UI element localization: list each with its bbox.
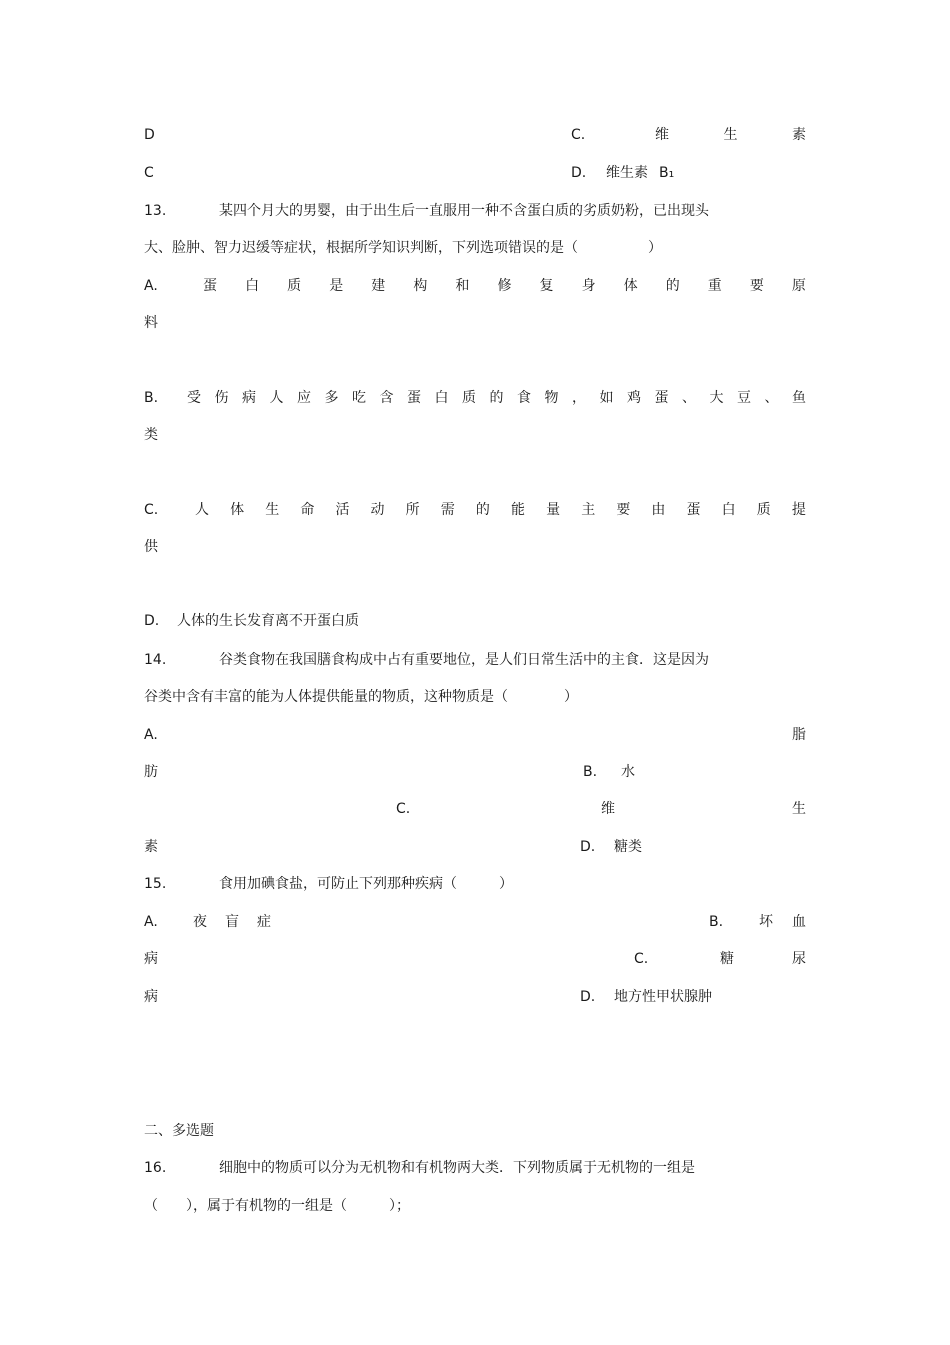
char: 蛋	[654, 390, 669, 406]
char: 症	[257, 914, 271, 930]
q12-option-c-label: C.	[571, 127, 586, 143]
char: 鱼	[792, 390, 806, 406]
char: 和	[455, 278, 470, 294]
q15-option-d-label: D.	[580, 989, 596, 1005]
q16-stem-line2: （ ），属于有机物的一组是（ ）；	[144, 1198, 410, 1214]
q13-option-c-text	[195, 501, 806, 519]
char: 构	[413, 278, 428, 294]
q15-option-c-text	[720, 950, 806, 968]
char: 如	[599, 390, 614, 406]
char: 要	[749, 278, 764, 294]
char: 蛋	[407, 390, 421, 406]
char: 身	[581, 278, 596, 294]
q14-stem-line2: 谷类中含有丰富的能为人体提供能量的物质，这种物质是（ ）	[144, 689, 578, 705]
q15-stem: 食用加碘食盐，可防止下列那种疾病（ ）	[219, 876, 513, 892]
q13-option-a-tail: 料	[144, 315, 158, 331]
char: 坏	[759, 914, 773, 930]
q14-option-c-char2: 生	[792, 801, 806, 817]
char: 蛋	[686, 502, 701, 518]
q15-option-b-label: B.	[709, 914, 724, 930]
q14-option-c-label: C.	[396, 801, 411, 817]
q15-option-c-label: C.	[634, 951, 649, 967]
char: 命	[300, 502, 315, 518]
char: 体	[623, 278, 638, 294]
q15-option-c-tail: 病	[144, 989, 158, 1005]
char: 质	[462, 390, 476, 406]
char: 食	[517, 390, 531, 406]
char: 吃	[352, 390, 366, 406]
q13-option-c-tail: 供	[144, 539, 158, 555]
char: 伤	[214, 390, 229, 406]
q16-stem-line1: 细胞中的物质可以分为无机物和有机物两大类．下列物质属于无机物的一组是	[219, 1160, 695, 1176]
q14-option-a-label: A.	[144, 727, 158, 743]
char: 体	[230, 502, 245, 518]
char: 是	[329, 278, 344, 294]
q13-stem-line1: 某四个月大的男婴，由于出生后一直服用一种不含蛋白质的劣质奶粉，已出现头	[219, 203, 709, 219]
char: 的	[665, 278, 680, 294]
q14-option-b-label: B.	[583, 764, 598, 780]
char: 受	[187, 390, 201, 406]
char: 的	[475, 502, 490, 518]
char: 物	[544, 390, 559, 406]
q15-option-b-text	[759, 913, 806, 931]
char: 血	[792, 914, 806, 930]
char: 量	[546, 502, 561, 518]
q13-option-b-label: B.	[144, 390, 159, 406]
char: 素	[792, 127, 806, 143]
char: 维	[655, 127, 669, 143]
q13-option-d-label: D.	[144, 613, 160, 629]
q15-number: 15.	[144, 876, 167, 892]
q15-option-a-label: A.	[144, 914, 158, 930]
q13-option-d-text: 人体的生长发育离不开蛋白质	[177, 613, 359, 629]
char: 生	[723, 127, 738, 143]
char: ，	[572, 390, 586, 406]
char: 白	[245, 278, 260, 294]
char: 含	[379, 390, 394, 406]
char: 夜	[193, 914, 207, 930]
char: 需	[440, 502, 455, 518]
char: 质	[756, 502, 771, 518]
char: 白	[434, 390, 449, 406]
q12-option-d-text: 维生素	[606, 165, 648, 181]
char: 人	[269, 390, 284, 406]
char: 修	[497, 278, 512, 294]
q14-option-c-char1: 维	[601, 801, 615, 817]
char: 盲	[225, 914, 239, 930]
q12-option-d-left: C	[144, 165, 154, 181]
char: 人	[195, 502, 209, 518]
char: 复	[539, 278, 554, 294]
q14-option-d-label: D.	[580, 839, 596, 855]
char: 提	[791, 502, 806, 518]
q13-option-c-label: C.	[144, 502, 159, 518]
char: 鸡	[627, 390, 641, 406]
section-title-multiple-choice: 二、多选题	[144, 1123, 214, 1139]
char: 蛋	[203, 278, 217, 294]
q12-option-d-label: D.	[571, 165, 587, 181]
q14-option-c-char3: 素	[144, 839, 158, 855]
char: 白	[721, 502, 736, 518]
q14-option-d-text: 糖类	[614, 839, 642, 855]
q12-option-c-left: D	[144, 127, 155, 143]
q14-option-b-text: 水	[621, 764, 635, 780]
q12-option-c-text	[655, 126, 806, 144]
char: 所	[405, 502, 420, 518]
char: 尿	[792, 951, 806, 967]
char: 应	[297, 390, 311, 406]
char: 重	[707, 278, 722, 294]
q15-option-d-text: 地方性甲状腺肿	[614, 989, 712, 1005]
char: 、	[682, 390, 696, 406]
char: 多	[324, 390, 339, 406]
char: 豆	[737, 390, 751, 406]
q14-number: 14.	[144, 652, 167, 668]
q15-option-b-tail: 病	[144, 951, 158, 967]
char: 原	[791, 278, 806, 294]
char: 由	[651, 502, 666, 518]
char: 活	[335, 502, 350, 518]
q15-option-a-text	[193, 913, 271, 931]
char: 建	[371, 278, 386, 294]
q14-option-a-char1: 脂	[792, 727, 806, 743]
q12-option-d-tail: B₁	[659, 165, 675, 181]
char: 能	[510, 502, 525, 518]
q16-number: 16.	[144, 1160, 167, 1176]
char: 生	[265, 502, 280, 518]
char: 的	[489, 390, 504, 406]
char: 要	[616, 502, 631, 518]
char: 主	[581, 502, 596, 518]
q13-option-b-text	[187, 389, 806, 407]
q13-option-b-tail: 类	[144, 427, 158, 443]
char: 糖	[720, 951, 734, 967]
char: 、	[764, 390, 779, 406]
q14-stem-line1: 谷类食物在我国膳食构成中占有重要地位，是人们日常生活中的主食．这是因为	[219, 652, 709, 668]
q13-stem-line2: 大、脸肿、智力迟缓等症状，根据所学知识判断，下列选项错误的是（ ）	[144, 240, 662, 256]
char: 质	[287, 278, 302, 294]
q13-number: 13.	[144, 203, 167, 219]
char: 病	[242, 390, 256, 406]
q13-option-a-label: A.	[144, 278, 158, 294]
char: 动	[370, 502, 385, 518]
q13-option-a-text	[203, 277, 806, 295]
q14-option-a-char2: 肪	[144, 764, 158, 780]
char: 大	[709, 390, 724, 406]
